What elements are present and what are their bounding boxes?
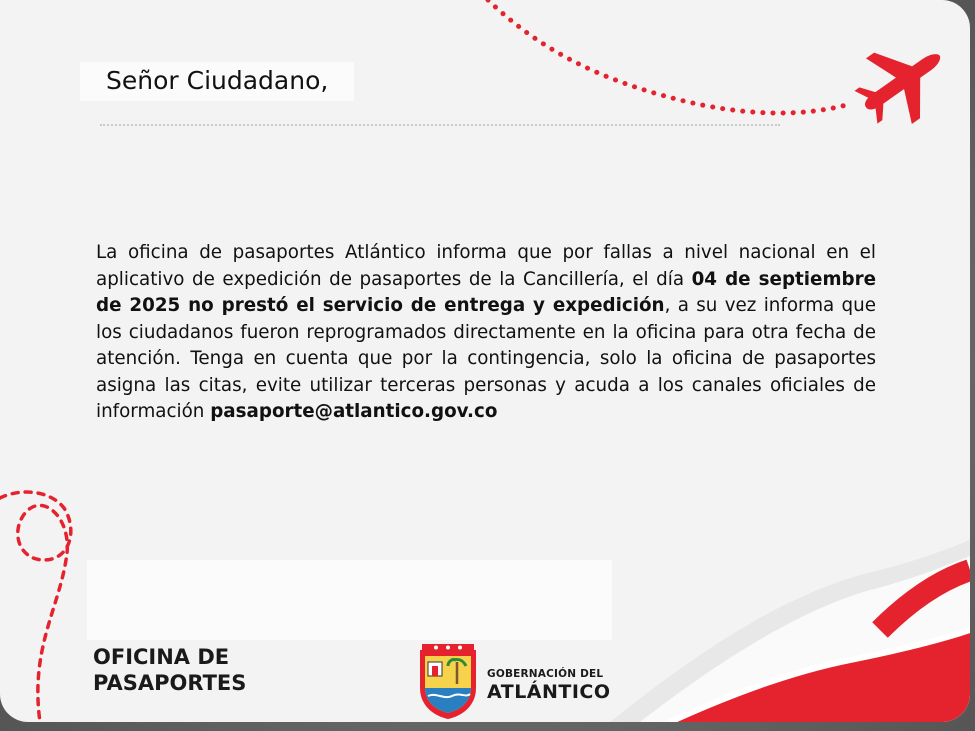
office-title-line1: OFICINA DE [93, 645, 230, 669]
airplane-icon [843, 23, 963, 140]
notice-text-part2: , a su vez informa que los ciudadanos fueron reprogramados directamente en la oficina para otra fecha de atención. Tenga en cuenta que por la contingencia, solo la oficina de pasaportes asigna las citas, evite utilizar terceras personas y acuda a los canales oficiales de información [96, 295, 876, 422]
notice-text-part1: La oficina de pasaportes Atlántico informa que por fallas a nivel nacional en el aplicativo de expedición de pasaportes de la Cancillería, el día [96, 242, 876, 290]
notice-email[interactable]: pasaporte@atlantico.gov.co [210, 401, 498, 422]
greeting-heading: Señor Ciudadano, [80, 62, 354, 101]
government-logo-text [487, 668, 611, 703]
flag-decoration [610, 540, 970, 722]
greeting-underline [100, 124, 780, 129]
flight-path-loop [0, 492, 71, 722]
notice-paragraph [96, 240, 876, 426]
flight-path-top [488, 0, 850, 113]
gov-line1: GOBERNACIÓN DEL [487, 668, 604, 680]
coat-of-arms-icon [416, 644, 480, 720]
office-title [93, 644, 246, 696]
notice-date-bold: 04 de septiembre de 2025 no prestó el servicio de entrega y expedición [96, 268, 876, 316]
gov-line2: ATLÁNTICO [487, 681, 611, 703]
blank-panel [87, 560, 612, 640]
office-title-line2: PASAPORTES [93, 671, 247, 695]
